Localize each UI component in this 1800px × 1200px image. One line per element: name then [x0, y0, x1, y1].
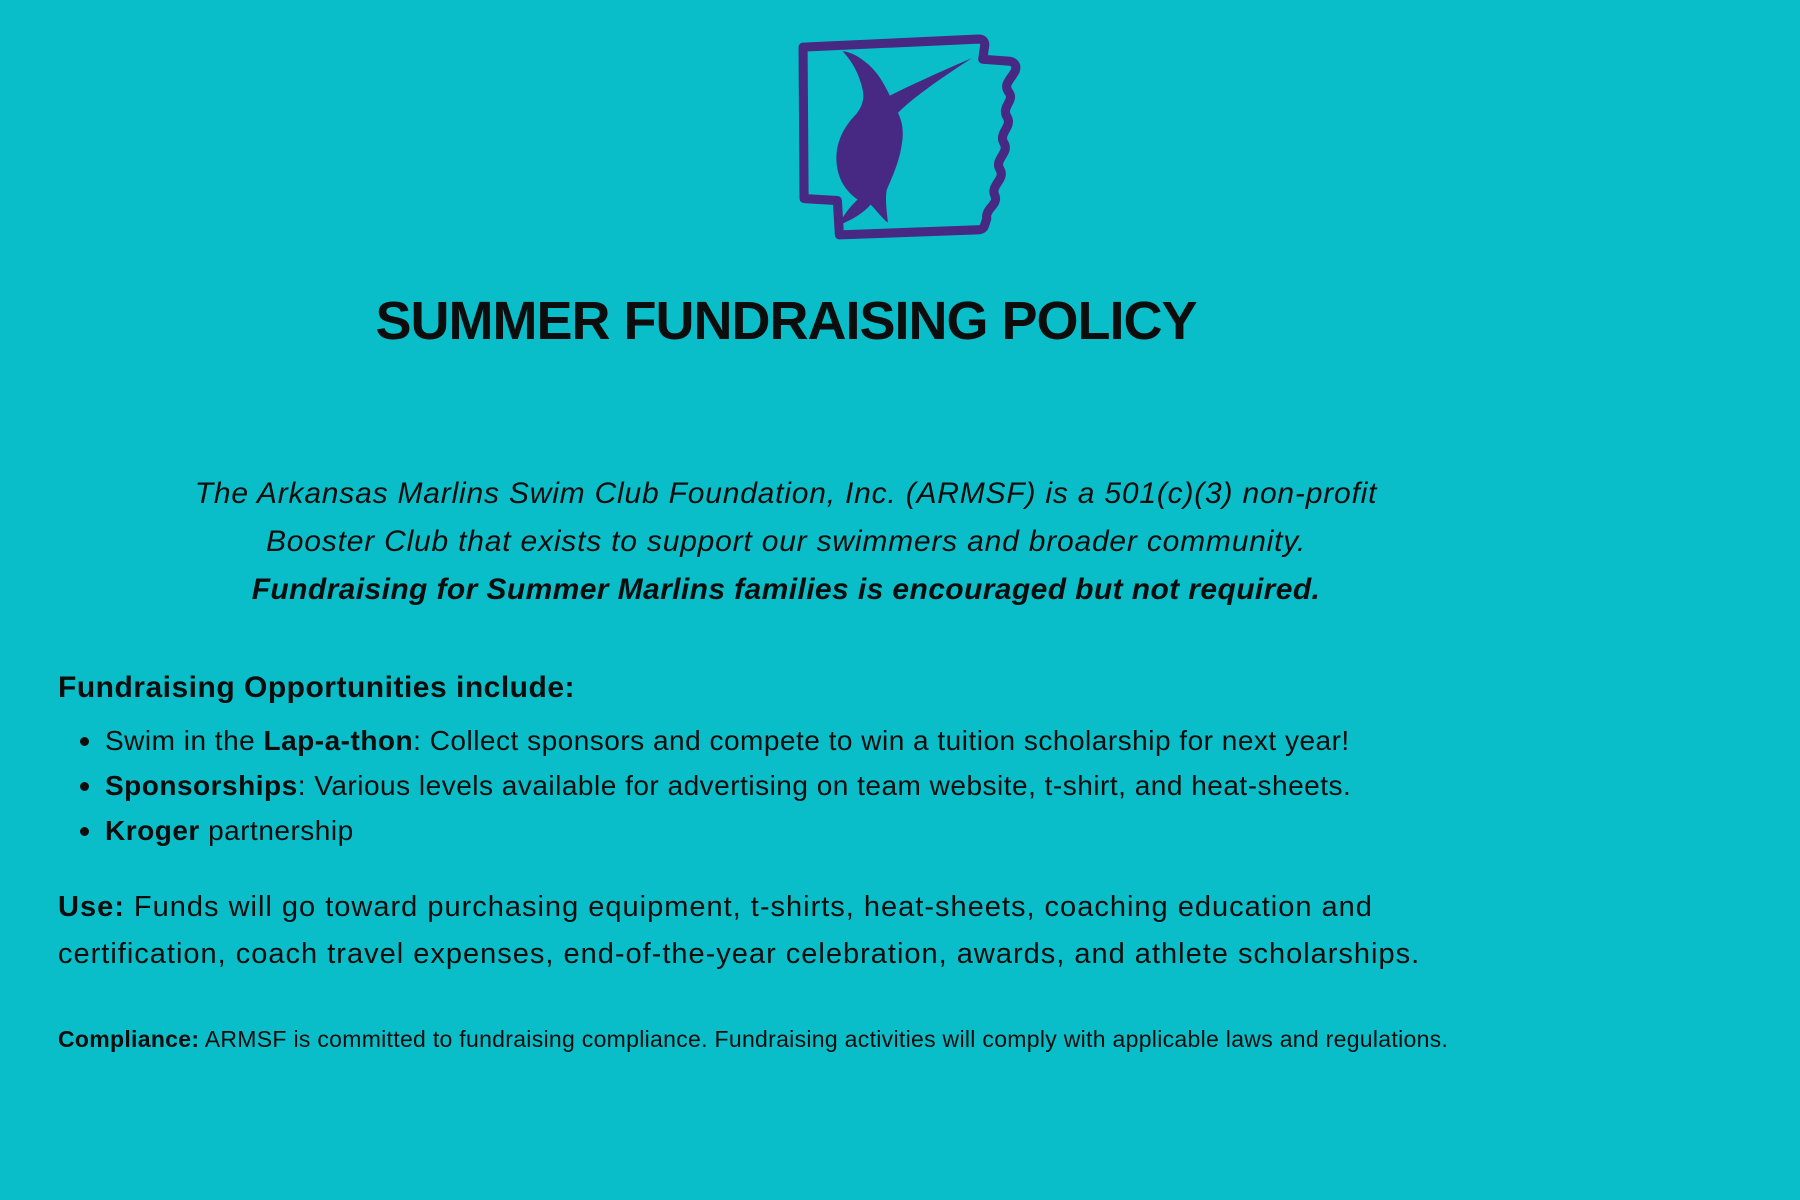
list-item-kroger [58, 808, 1538, 853]
opportunities-heading: Fundraising Opportunities include: [58, 671, 575, 704]
item-bold: Lap-a-thon [263, 725, 414, 756]
item-suffix: : Collect sponsors and compete to win a tuition scholarship for next year! [413, 725, 1350, 756]
list-item-lap-a-thon [58, 718, 1538, 763]
compliance-text: ARMSF is committed to fundraising compliance. Fundraising activities will comply with applicable laws and regulations. [204, 1026, 1449, 1052]
item-suffix: : Various levels available for advertising on team website, t-shirt, and heat-sheets. [297, 770, 1352, 801]
intro-paragraph [50, 470, 1522, 614]
use-text: Funds will go toward purchasing equipment, t-shirts, heat-sheets, coaching education and certification, coach travel expenses, end-of-the-year celebration, awards, and athlete scholarships. [58, 891, 1421, 970]
page-title: SUMMER FUNDRAISING POLICY [375, 291, 1197, 351]
compliance-paragraph [58, 1022, 1758, 1056]
intro-line-2: Booster Club that exists to support our swimmers and broader community. [266, 525, 1306, 558]
use-paragraph [58, 884, 1528, 978]
item-bold: Sponsorships [105, 770, 298, 801]
intro-line-1: The Arkansas Marlins Swim Club Foundation, Inc. (ARMSF) is a 501(c)(3) non-profit [194, 477, 1378, 510]
bullet-dot-icon [80, 782, 89, 791]
use-label: Use: [58, 891, 125, 923]
compliance-label: Compliance: [58, 1026, 200, 1052]
item-prefix: Swim in the [105, 725, 264, 756]
club-logo [786, 34, 1022, 248]
list-item-sponsorships [58, 763, 1538, 808]
bullet-dot-icon [80, 737, 89, 746]
arkansas-marlin-logo-icon [786, 34, 1022, 248]
intro-line-3: Fundraising for Summer Marlins families is encouraged but not required. [251, 573, 1321, 606]
item-bold: Kroger [105, 815, 200, 846]
item-suffix: partnership [199, 815, 354, 846]
bullet-dot-icon [80, 827, 89, 836]
opportunities-list [58, 718, 1538, 853]
